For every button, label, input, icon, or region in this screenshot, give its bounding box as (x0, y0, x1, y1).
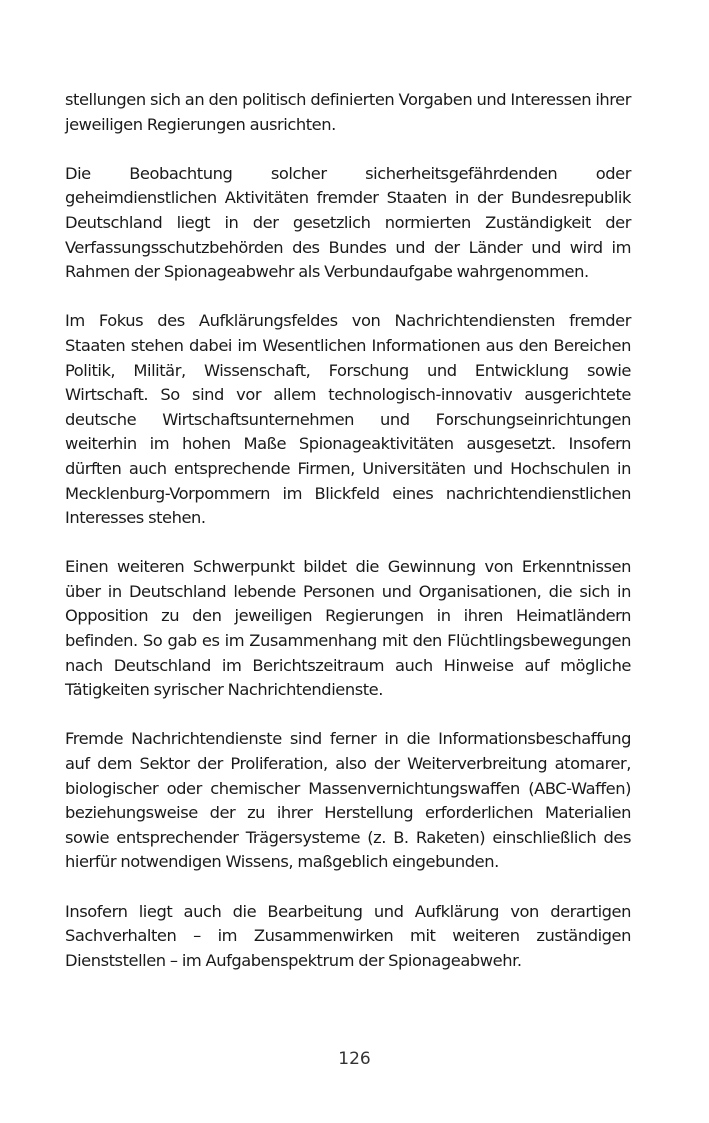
body-text (65, 88, 631, 998)
paragraph-2: Die Beobachtung solcher sicherheitsgefährdenden oder geheimdienstlichen Aktivitäten fremder Staaten in der Bundesrepublik Deutschland liegt in der gesetzlich normierten Zuständigkeit der Verfassungsschutzbehörden des Bundes und der Länder und wird im Rahmen der Spionageabwehr als Verbundaufgabe wahrgenommen. (65, 163, 631, 282)
paragraph-5: Fremde Nachrichtendienste sind ferner in die Informationsbeschaffung auf dem Sektor der Proliferation, also der Weiterverbreitung atomarer, biologischer oder chemischer Massenvernichtungswaffen (ABC-Waffen) beziehungsweise der zu ihrer Herstellung erforderlichen Materialien sowie entsprechender Trägersysteme (z. B. Raketen) einschließlich des hierfür notwendigen Wissens, maßgeblich eingebunden. (65, 729, 631, 872)
page-number: 126 (338, 1049, 371, 1069)
paragraph-1: stellungen sich an den politisch definierten Vorgaben und Interessen ihrer jeweiligen Regierungen ausrichten. (65, 90, 631, 134)
paragraph-4: Einen weiteren Schwerpunkt bildet die Gewinnung von Erkenntnissen über in Deutschland lebende Personen und Organisationen, die sich in Opposition zu den jeweiligen Regierungen in ihren Heimatländern befinden. So gab es im Zusammenhang mit den Flüchtlingsbewegungen nach Deutschland im Berichtszeitraum auch Hinweise auf mögliche Tätigkeiten syrischer Nachrichtendienste. (65, 557, 631, 700)
paragraph-3: Im Fokus des Aufklärungsfeldes von Nachrichtendiensten fremder Staaten stehen dabei im Wesentlichen Informationen aus den Bereichen Politik, Militär, Wissenschaft, Forschung und Entwicklung sowie Wirtschaft. So sind vor allem technologisch-innovativ ausgerichtete deutsche Wirtschaftsunternehmen und Forschungseinrichtungen weiterhin im hohen Maße Spionageaktivitäten ausgesetzt. Insofern dürften auch entsprechende Firmen, Universitäten und Hochschulen in Mecklenburg-Vorpommern im Blickfeld eines nachrichtendienstlichen Interesses stehen. (65, 311, 631, 528)
paragraph-6: Insofern liegt auch die Bearbeitung und Aufklärung von derartigen Sachverhalten – im Zusammenwirken mit weiteren zuständigen Dienststellen – im Aufgabenspektrum der Spionageabwehr. (65, 901, 631, 970)
